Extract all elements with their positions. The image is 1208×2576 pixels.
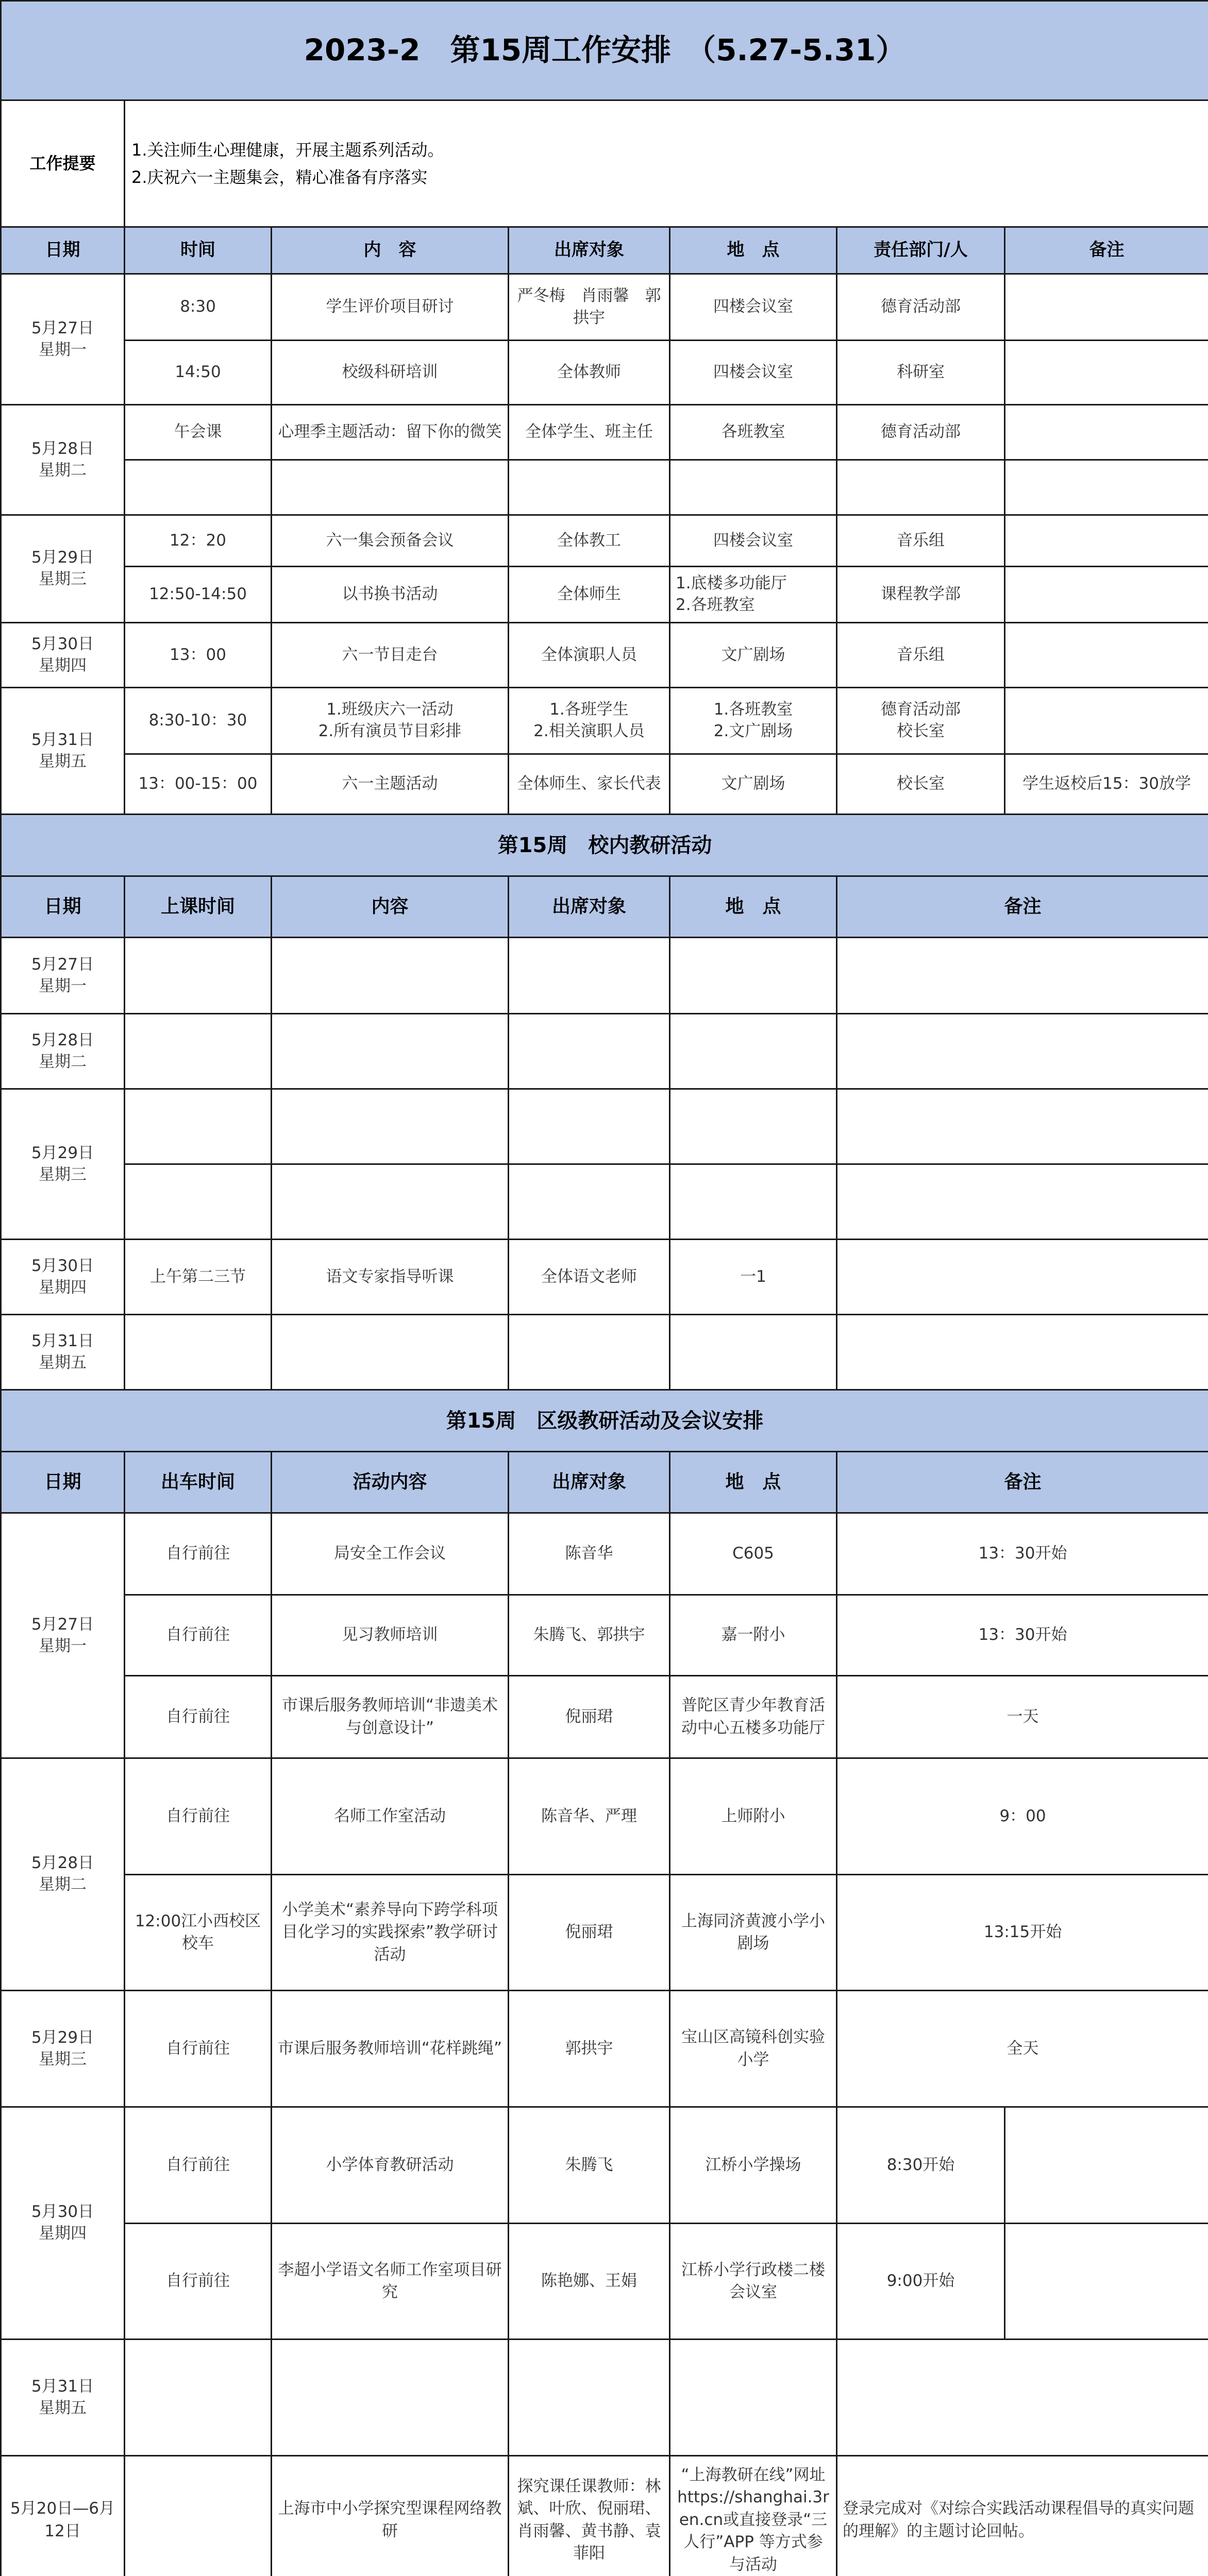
date-cell: 5月20日—6月12日 [1,2456,125,2576]
date-cell: 5月28日 星期二 [1,1758,125,1991]
table-row [1,405,1208,460]
dept-cell: 校长室 [837,754,1005,815]
attendees-cell: 全体语文老师 [509,1240,670,1315]
attendees-cell: 探究课任课教师：林斌、叶欣、倪丽珺、肖雨馨、黄书静、袁菲阳 [509,2456,670,2576]
time-cell: 自行前往 [125,1676,272,1758]
table-row [1,754,1208,815]
note-cell [1005,688,1208,754]
attendees-cell: 朱腾飞 [509,2107,670,2224]
place-cell: 四楼会议室 [670,274,837,341]
content-cell: 六一节目走台 [272,623,509,688]
place-cell: 上师附小 [670,1758,837,1875]
content-cell: 以书换书活动 [272,567,509,623]
content-cell: 小学美术“素养导向下跨学科项目化学习的实践探索”教学研讨活动 [272,1875,509,1991]
table-row [1,1315,1208,1390]
time-cell: 8:30 [125,274,272,341]
table-row [1,1595,1208,1676]
date-cell: 5月29日 星期三 [1,515,125,623]
dept-cell: 德育活动部 [837,405,1005,460]
summary-line: 1.关注师生心理健康，开展主题系列活动。 [131,140,444,160]
note-cell: 学生返校后15：30放学 [1005,754,1208,815]
note-cell: 一天 [837,1676,1208,1758]
column-header: 日期 [1,1452,125,1513]
column-header: 备注 [837,1452,1208,1513]
table-row [1,1676,1208,1758]
note-cell [1005,567,1208,623]
place-cell: 1.各班教室 2.文广剧场 [670,688,837,754]
extra-cell [1005,2224,1208,2340]
place-cell: “上海教研在线”网址 https://shanghai.3ren.cn或直接登录“三人行”APP 等方式参与活动 [670,2456,837,2576]
table-row [1,1089,1208,1164]
place-cell: 四楼会议室 [670,341,837,405]
place-cell [670,460,837,515]
time-cell: 12:00江小西校区校车 [125,1875,272,1991]
summary-text [125,100,1208,227]
table-row [1,274,1208,341]
date-cell: 5月31日 星期五 [1,2340,125,2456]
column-header: 备注 [837,876,1208,938]
time-cell: 自行前往 [125,2224,272,2340]
content-cell: 1.班级庆六一活动 2.所有演员节目彩排 [272,688,509,754]
page-title: 2023-2 第15周工作安排 （5.27-5.31） [1,1,1208,100]
content-cell: 上海市中小学探究型课程网络教研 [272,2456,509,2576]
note-cell: 全天 [837,1991,1208,2107]
content-cell: 心理季主题活动：留下你的微笑 [272,405,509,460]
content-cell: 见习教师培训 [272,1595,509,1676]
content-cell: 校级科研培训 [272,341,509,405]
column-header: 内容 [272,876,509,938]
attendees-cell: 全体教师 [509,341,670,405]
time-cell: 自行前往 [125,2107,272,2224]
date-cell: 5月31日 星期五 [1,688,125,815]
place-cell: C605 [670,1513,837,1595]
date-cell: 5月31日 星期五 [1,1315,125,1390]
place-cell: 普陀区青少年教育活动中心五楼多功能厅 [670,1676,837,1758]
table-row [1,1014,1208,1089]
date-cell: 5月30日 星期四 [1,623,125,688]
content-cell: 六一主题活动 [272,754,509,815]
date-cell: 5月30日 星期四 [1,2107,125,2340]
place-cell: 上海同济黄渡小学小剧场 [670,1875,837,1991]
time-cell [125,2456,272,2576]
column-header: 地 点 [670,227,837,274]
dept-cell: 音乐组 [837,515,1005,567]
dept-cell: 德育活动部 校长室 [837,688,1005,754]
attendees-cell: 全体师生、家长代表 [509,754,670,815]
time-cell: 自行前往 [125,1758,272,1875]
time-cell: 午会课 [125,405,272,460]
table-row [1,688,1208,754]
attendees-cell: 全体师生 [509,567,670,623]
date-cell: 5月30日 星期四 [1,1240,125,1315]
attendees-cell: 朱腾飞、郭拱宇 [509,1595,670,1676]
table-row [1,2340,1208,2456]
content-cell: 局安全工作会议 [272,1513,509,1595]
time-cell: 8:30-10：30 [125,688,272,754]
attendees-cell: 陈音华 [509,1513,670,1595]
date-cell: 5月29日 星期三 [1,1089,125,1240]
attendees-cell: 全体教工 [509,515,670,567]
attendees-cell: 陈音华、严理 [509,1758,670,1875]
note-cell [1005,341,1208,405]
note-cell: 13:15开始 [837,1875,1208,1991]
content-cell: 李超小学语文名师工作室项目研究 [272,2224,509,2340]
note-cell [1005,274,1208,341]
note-cell: 8:30开始 [837,2107,1005,2224]
column-header: 出席对象 [509,876,670,938]
column-header: 活动内容 [272,1452,509,1513]
note-cell [1005,515,1208,567]
table-row [1,938,1208,1014]
summary-line: 2.庆祝六一主题集会，精心准备有序落实 [131,167,428,187]
column-header: 内 容 [272,227,509,274]
content-cell [272,460,509,515]
dept-cell: 课程教学部 [837,567,1005,623]
table-row [1,341,1208,405]
note-cell: 登录完成对《对综合实践活动课程倡导的真实问题的理解》的主题讨论回帖。 [837,2456,1208,2576]
place-cell: 四楼会议室 [670,515,837,567]
content-cell: 市课后服务教师培训“非遗美术与创意设计” [272,1676,509,1758]
column-header: 日期 [1,876,125,938]
time-cell: 自行前往 [125,1513,272,1595]
attendees-cell: 1.各班学生 2.相关演职人员 [509,688,670,754]
time-cell: 13：00 [125,623,272,688]
table-row [1,1875,1208,1991]
place-cell: 嘉一附小 [670,1595,837,1676]
table-row [1,1164,1208,1240]
table-row [1,1991,1208,2107]
time-cell: 12:50-14:50 [125,567,272,623]
attendees-cell: 倪丽珺 [509,1875,670,1991]
time-cell: 上午第二三节 [125,1240,272,1315]
time-cell: 12：20 [125,515,272,567]
place-cell: 江桥小学操场 [670,2107,837,2224]
column-header: 日期 [1,227,125,274]
date-cell: 5月27日 星期一 [1,938,125,1014]
note-cell: 9:00开始 [837,2224,1005,2340]
attendees-cell: 全体学生、班主任 [509,405,670,460]
column-header: 备注 [1005,227,1208,274]
note-cell: 13：30开始 [837,1513,1208,1595]
date-cell: 5月28日 星期二 [1,405,125,515]
place-cell: 1.底楼多功能厅 2.各班教室 [670,567,837,623]
place-cell: 文广剧场 [670,754,837,815]
column-header: 出席对象 [509,227,670,274]
dept-cell: 德育活动部 [837,274,1005,341]
attendees-cell: 郭拱宇 [509,1991,670,2107]
table-row [1,2107,1208,2224]
table-row [1,1758,1208,1875]
attendees-cell: 严冬梅 肖雨馨 郭拱宇 [509,274,670,341]
content-cell: 名师工作室活动 [272,1758,509,1875]
place-cell: 文广剧场 [670,623,837,688]
extra-cell [1005,2107,1208,2224]
table-row [1,623,1208,688]
note-cell [1005,405,1208,460]
table-row [1,2224,1208,2340]
place-cell: 各班教室 [670,405,837,460]
section-title-district: 第15周 区级教研活动及会议安排 [1,1390,1208,1452]
dept-cell: 音乐组 [837,623,1005,688]
time-cell: 自行前往 [125,1991,272,2107]
place-cell: 宝山区高镜科创实验小学 [670,1991,837,2107]
content-cell: 小学体育教研活动 [272,2107,509,2224]
column-header: 地 点 [670,1452,837,1513]
time-cell: 13：00-15：00 [125,754,272,815]
table-row [1,2456,1208,2576]
dept-cell: 科研室 [837,341,1005,405]
time-cell: 14:50 [125,341,272,405]
date-cell: 5月27日 星期一 [1,1513,125,1758]
time-cell: 自行前往 [125,1595,272,1676]
table-row [1,460,1208,515]
note-cell [1005,460,1208,515]
note-cell: 9：00 [837,1758,1208,1875]
note-cell [1005,623,1208,688]
attendees-cell: 陈艳娜、王娟 [509,2224,670,2340]
note-cell: 13：30开始 [837,1595,1208,1676]
date-cell: 5月29日 星期三 [1,1991,125,2107]
summary-label: 工作提要 [1,100,125,227]
table-row [1,1240,1208,1315]
attendees-cell: 全体演职人员 [509,623,670,688]
column-header: 责任部门/人 [837,227,1005,274]
column-header: 时间 [125,227,272,274]
attendees-cell [509,460,670,515]
content-cell: 学生评价项目研讨 [272,274,509,341]
column-header: 上课时间 [125,876,272,938]
table-row [1,515,1208,567]
dept-cell [837,460,1005,515]
content-cell: 六一集会预备会议 [272,515,509,567]
table-row [1,567,1208,623]
column-header: 出席对象 [509,1452,670,1513]
date-cell: 5月28日 星期二 [1,1014,125,1089]
content-cell: 语文专家指导听课 [272,1240,509,1315]
place-cell: 一1 [670,1240,837,1315]
date-cell: 5月27日 星期一 [1,274,125,405]
time-cell [125,460,272,515]
column-header: 地 点 [670,876,837,938]
attendees-cell: 倪丽珺 [509,1676,670,1758]
column-header: 出车时间 [125,1452,272,1513]
note-cell [837,1240,1208,1315]
section-title-school: 第15周 校内教研活动 [1,815,1208,876]
table-row [1,1513,1208,1595]
place-cell: 江桥小学行政楼二楼会议室 [670,2224,837,2340]
content-cell: 市课后服务教师培训“花样跳绳” [272,1991,509,2107]
